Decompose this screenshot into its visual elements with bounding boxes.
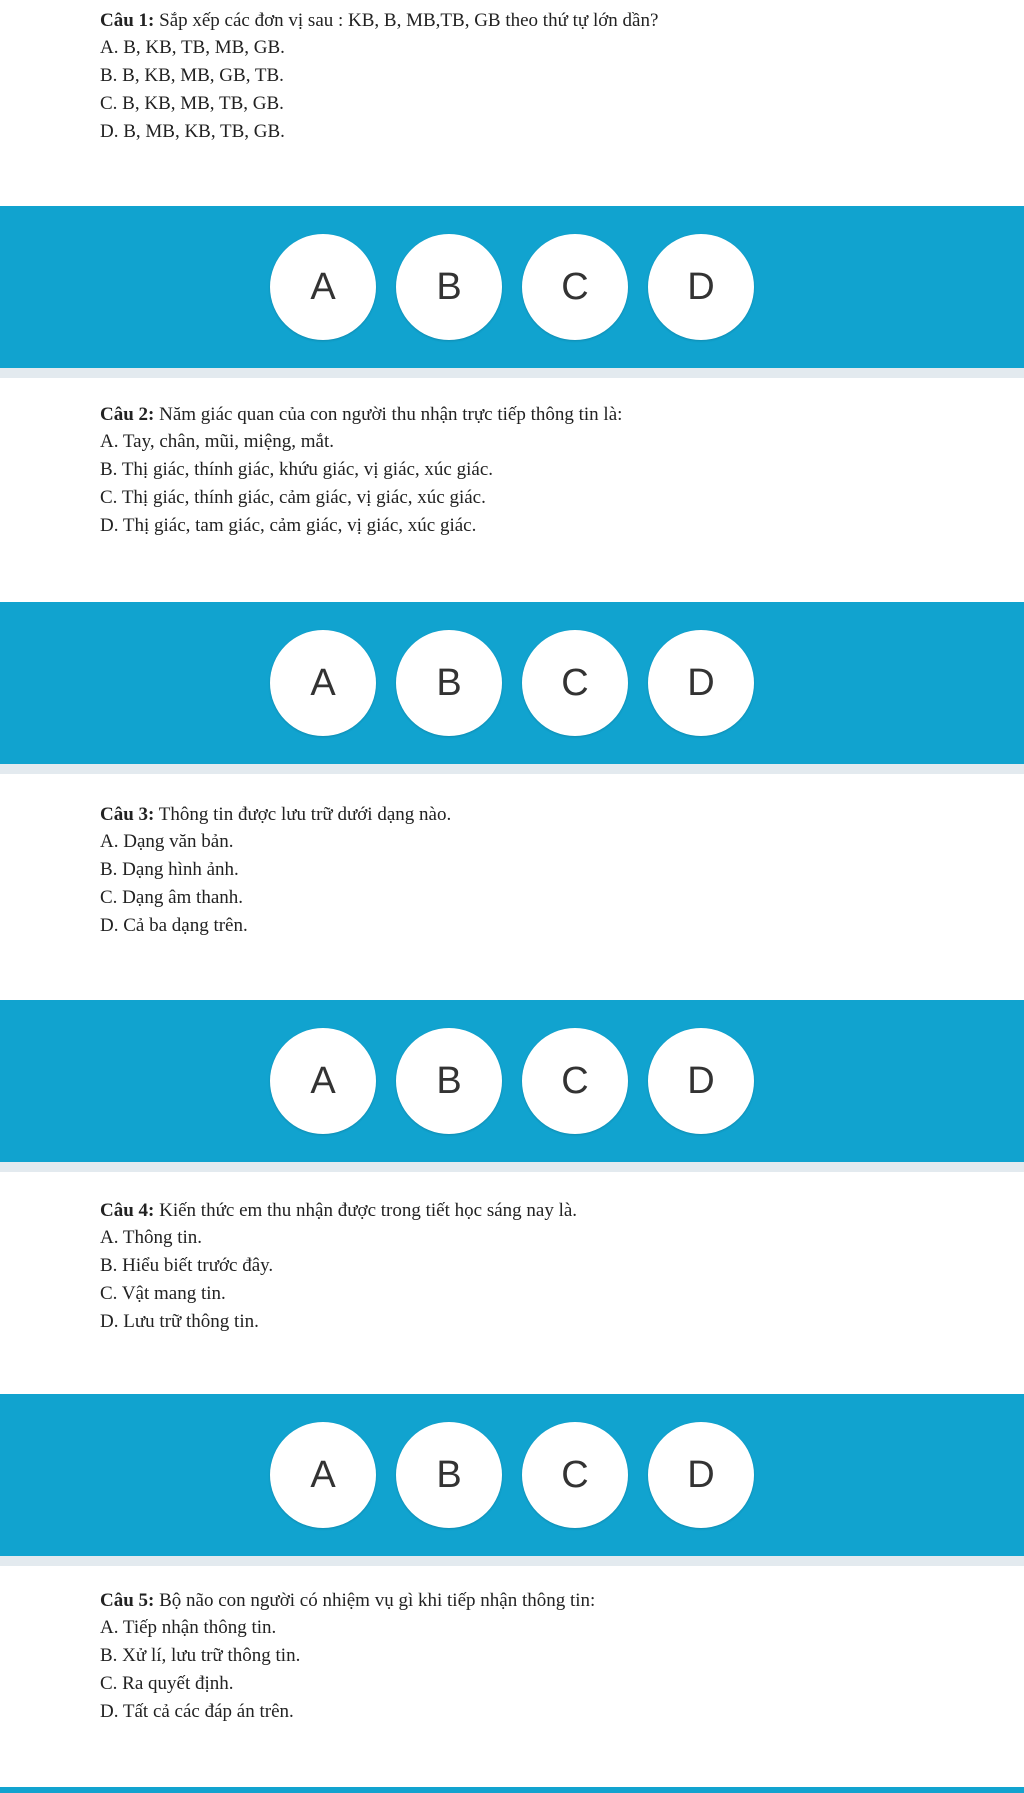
option-c: C. Thị giác, thính giác, cảm giác, vị giác, xúc giác. <box>100 487 486 508</box>
option-b: B. Dạng hình ảnh. <box>100 859 239 880</box>
answer-band-4 <box>0 1394 1024 1566</box>
answer-d-button[interactable]: D <box>648 1028 754 1134</box>
question-label: Câu 1: <box>100 10 155 31</box>
question-text: Kiến thức em thu nhận được trong tiết học sáng nay là. <box>154 1200 578 1221</box>
option-c: C. Ra quyết định. <box>100 1673 234 1694</box>
question-text: Thông tin được lưu trữ dưới dạng nào. <box>154 804 452 825</box>
question-text: Bộ não con người có nhiệm vụ gì khi tiếp nhận thông tin: <box>154 1590 596 1611</box>
question-5 <box>100 1588 1000 1726</box>
option-a: A. Dạng văn bản. <box>100 831 234 852</box>
option-a: A. Tay, chân, mũi, miệng, mắt. <box>100 431 335 452</box>
answer-a-button[interactable]: A <box>270 1422 376 1528</box>
option-d: D. Lưu trữ thông tin. <box>100 1311 259 1332</box>
answer-band-1 <box>0 206 1024 378</box>
question-title <box>100 802 1000 828</box>
question-title <box>100 8 1000 34</box>
question-3 <box>100 802 1000 940</box>
option-d: D. Tất cả các đáp án trên. <box>100 1701 294 1722</box>
question-label: Câu 2: <box>100 404 155 425</box>
option-b: B. Hiểu biết trước đây. <box>100 1255 274 1276</box>
option-a: A. B, KB, TB, MB, GB. <box>100 37 285 58</box>
question-label: Câu 4: <box>100 1200 155 1221</box>
answer-d-button[interactable]: D <box>648 1422 754 1528</box>
question-title <box>100 1198 1000 1224</box>
answer-d-button[interactable]: D <box>648 234 754 340</box>
option-a: A. Tiếp nhận thông tin. <box>100 1617 277 1638</box>
answer-band-5-top-edge <box>0 1787 1024 1793</box>
option-a: A. Thông tin. <box>100 1227 203 1248</box>
answer-c-button[interactable]: C <box>522 1422 628 1528</box>
option-b: B. Thị giác, thính giác, khứu giác, vị giác, xúc giác. <box>100 459 494 480</box>
option-d: D. B, MB, KB, TB, GB. <box>100 121 285 142</box>
answer-c-button[interactable]: C <box>522 234 628 340</box>
answer-b-button[interactable]: B <box>396 630 502 736</box>
question-label: Câu 5: <box>100 1590 155 1611</box>
answer-a-button[interactable]: A <box>270 234 376 340</box>
option-b: B. Xử lí, lưu trữ thông tin. <box>100 1645 301 1666</box>
question-title <box>100 1588 1000 1614</box>
option-c: C. Vật mang tin. <box>100 1283 226 1304</box>
question-1 <box>100 8 1000 146</box>
question-text: Sắp xếp các đơn vị sau : KB, B, MB,TB, GB theo thứ tự lớn dần? <box>154 10 659 31</box>
answer-c-button[interactable]: C <box>522 1028 628 1134</box>
answer-a-button[interactable]: A <box>270 1028 376 1134</box>
question-4 <box>100 1198 1000 1336</box>
option-c: C. B, KB, MB, TB, GB. <box>100 93 284 114</box>
question-title <box>100 402 1000 428</box>
question-label: Câu 3: <box>100 804 155 825</box>
answer-b-button[interactable]: B <box>396 234 502 340</box>
answer-band-3 <box>0 1000 1024 1172</box>
question-2 <box>100 402 1000 540</box>
option-d: D. Cả ba dạng trên. <box>100 915 248 936</box>
answer-d-button[interactable]: D <box>648 630 754 736</box>
answer-c-button[interactable]: C <box>522 630 628 736</box>
answer-b-button[interactable]: B <box>396 1028 502 1134</box>
answer-band-2 <box>0 602 1024 774</box>
option-b: B. B, KB, MB, GB, TB. <box>100 65 284 86</box>
option-d: D. Thị giác, tam giác, cảm giác, vị giác, xúc giác. <box>100 515 477 536</box>
answer-a-button[interactable]: A <box>270 630 376 736</box>
answer-b-button[interactable]: B <box>396 1422 502 1528</box>
question-text: Năm giác quan của con người thu nhận trực tiếp thông tin là: <box>154 404 623 425</box>
option-c: C. Dạng âm thanh. <box>100 887 244 908</box>
